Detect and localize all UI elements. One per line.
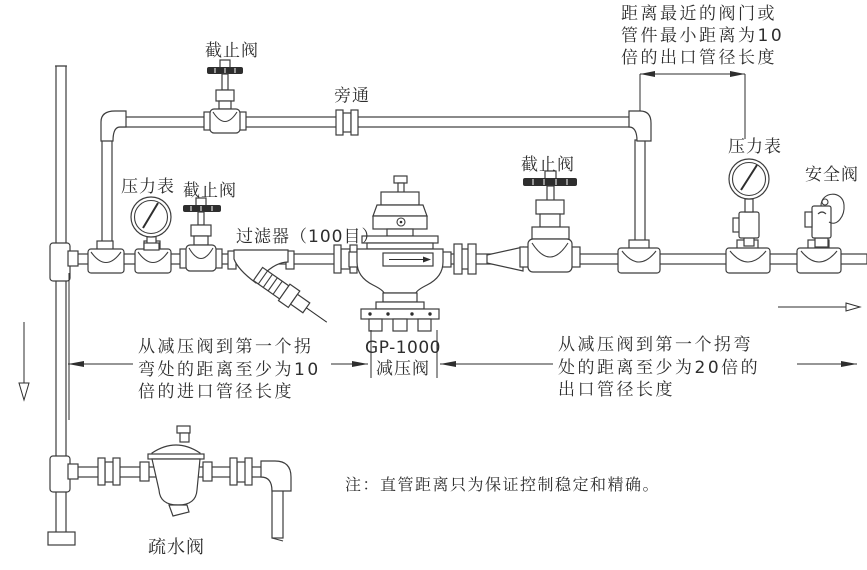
dimension-outlet-min: [640, 71, 745, 139]
annotation-line: 从减压阀到第一个拐: [138, 337, 314, 357]
annotation-line: 倍的进口管径长度: [138, 382, 294, 402]
drain-coupling-left: [98, 458, 120, 485]
label-bypass-stop-valve: 截止阀: [205, 41, 259, 61]
inlet-flow-arrow-icon: [19, 383, 29, 400]
inlet-pipe-end-cap: [48, 532, 75, 545]
annotation-outlet-run: [558, 335, 760, 400]
tee-bypass-left: [88, 241, 124, 273]
strainer-leg: [252, 266, 332, 331]
annotation-line: 出口管径长度: [558, 380, 675, 400]
label-safety-valve: 安全阀: [805, 165, 859, 185]
annotation-line: 从减压阀到第一个拐弯: [558, 335, 753, 355]
tee-bypass-right: [618, 240, 660, 273]
bypass-left-riser: [102, 138, 112, 254]
drain-elbow: [261, 461, 291, 491]
annotation-line: 管件最小距离为10: [621, 26, 785, 46]
label-strainer: 过滤器（100目）: [236, 227, 380, 247]
bypass-horizontal-pipe: [120, 117, 632, 127]
annotation-line: 倍的出口管径长度: [621, 48, 777, 68]
label-prv-model: GP-1000: [365, 338, 441, 358]
annotation-outlet-min-distance: [621, 4, 784, 68]
pressure-reducing-valve: [349, 176, 451, 331]
reducer: [487, 247, 523, 271]
annotation-line: 处的距离至少为20倍的: [558, 358, 761, 378]
bypass-left-elbow: [101, 111, 126, 141]
pressure-gauge-left: [131, 197, 171, 250]
label-pressure-gauge-left: 压力表: [121, 177, 175, 197]
pressure-gauge-right: [729, 159, 769, 246]
label-steam-trap: 疏水阀: [148, 537, 205, 558]
label-outlet-stop-valve: 截止阀: [521, 155, 575, 175]
inlet-stop-valve: [180, 198, 222, 271]
annotation-line: 距离最近的阀门或: [621, 4, 777, 24]
safety-valve: [805, 194, 844, 247]
drain-drop-pipe: [272, 486, 283, 538]
tee-inlet-junction: [50, 243, 78, 281]
label-bypass: 旁通: [334, 86, 370, 106]
annotation-inlet-run: [138, 337, 321, 402]
label-inlet-stop-valve: 截止阀: [183, 181, 237, 201]
tee-drain-junction: [50, 456, 78, 492]
bypass-right-riser: [635, 140, 645, 254]
annotation-line: 弯处的距离至少为10: [138, 360, 321, 380]
outlet-stop-valve: [520, 171, 580, 272]
label-pressure-gauge-right: 压力表: [728, 137, 782, 157]
outlet-flow-arrow-icon: [846, 303, 860, 311]
bypass-union: [336, 110, 358, 135]
bypass-right-elbow: [629, 111, 651, 141]
drain-coupling-right: [230, 458, 252, 485]
bypass-stop-valve: [204, 60, 246, 133]
footnote: 注：直管距离只为保证控制稳定和精确。: [345, 475, 661, 494]
label-prv-name: 减压阀: [376, 359, 430, 379]
prv-outlet-union: [454, 244, 476, 274]
